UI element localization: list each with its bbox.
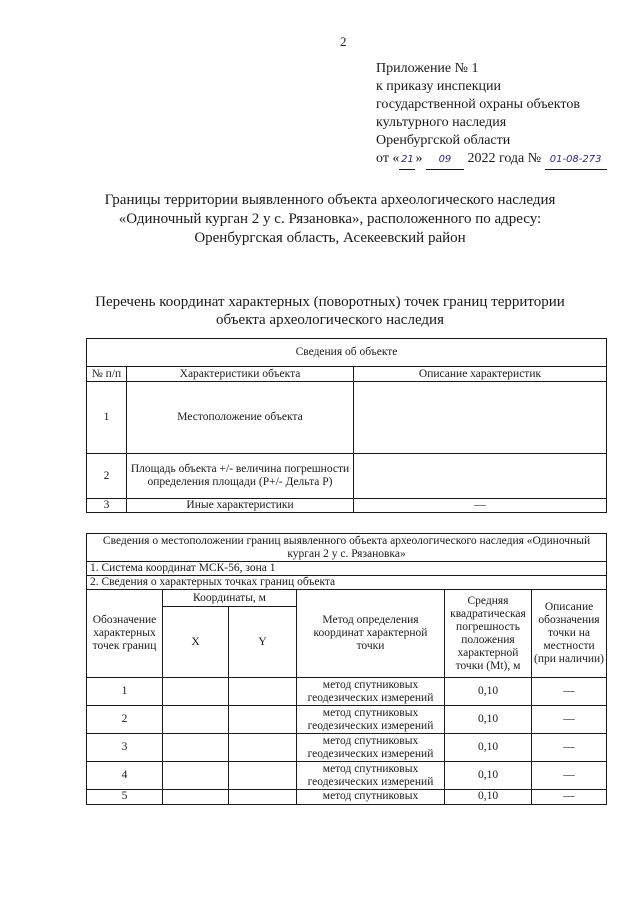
point-marker: — xyxy=(532,762,607,790)
page-number: 2 xyxy=(340,34,347,49)
point-marker: — xyxy=(532,706,607,734)
table-row xyxy=(87,678,607,706)
point-error: 0,10 xyxy=(445,790,532,805)
point-x xyxy=(163,734,229,762)
table-row xyxy=(87,454,607,499)
points-section: 2. Сведения о характерных точках границ объекта xyxy=(87,576,607,590)
row-desc: — xyxy=(354,499,607,513)
point-x xyxy=(163,678,229,706)
point-marker: — xyxy=(532,790,607,805)
col-error-header: Средняя квадратическая погрешность положения характерной точки (Mt), м xyxy=(445,590,532,678)
title-line: Оренбургская область, Асекеевский район xyxy=(194,230,466,246)
table-row xyxy=(87,382,607,454)
point-error: 0,10 xyxy=(445,678,532,706)
row-no: 1 xyxy=(87,382,127,454)
table-row xyxy=(87,762,607,790)
appendix-date-line xyxy=(376,150,607,170)
point-id: 4 xyxy=(87,762,163,790)
point-y xyxy=(229,762,297,790)
date-month: 09 xyxy=(426,151,464,170)
appendix-line: к приказу инспекции xyxy=(376,79,502,94)
col-x-header: X xyxy=(163,607,229,678)
point-y xyxy=(229,706,297,734)
point-method: метод спутниковых геодезических измерений xyxy=(297,734,445,762)
point-y xyxy=(229,734,297,762)
row-no: 3 xyxy=(87,499,127,513)
point-error: 0,10 xyxy=(445,734,532,762)
appendix-line: Приложение № 1 xyxy=(376,61,479,76)
point-method: метод спутниковых xyxy=(297,790,445,805)
point-method: метод спутниковых геодезических измерений xyxy=(297,706,445,734)
appendix-line: государственной охраны объектов xyxy=(376,97,580,112)
point-y xyxy=(229,678,297,706)
appendix-line: культурного наследия xyxy=(376,115,507,130)
col-marker-header: Описание обозначения точки на местности (при наличии) xyxy=(532,590,607,678)
title-line: Границы территории выявленного объекта археологического наследия xyxy=(104,192,556,208)
col-no-header: № п/п xyxy=(87,367,127,382)
point-error: 0,10 xyxy=(445,762,532,790)
col-desc-header: Описание характеристик xyxy=(354,367,607,382)
point-x xyxy=(163,706,229,734)
point-y xyxy=(229,790,297,805)
table1-header: Сведения об объекте xyxy=(87,339,607,367)
date-prefix: от « xyxy=(376,151,400,166)
table-row xyxy=(87,499,607,513)
table-row xyxy=(87,790,607,805)
order-number: 01-08-273 xyxy=(545,151,607,170)
appendix-line: Оренбургской области xyxy=(376,133,511,148)
date-mid: » xyxy=(415,151,423,166)
row-char: Площадь объекта +/- величина погрешности определения площади (P+/- Дельта P) xyxy=(127,454,354,499)
date-day: 21 xyxy=(399,151,415,170)
row-desc xyxy=(354,382,607,454)
boundary-points-table xyxy=(86,533,607,805)
list-title-line: объекта археологического наследия xyxy=(216,312,444,328)
point-id: 1 xyxy=(87,678,163,706)
point-marker: — xyxy=(532,734,607,762)
document-title xyxy=(40,191,620,248)
point-error: 0,10 xyxy=(445,706,532,734)
col-coords-header: Координаты, м xyxy=(163,590,297,607)
point-id: 5 xyxy=(87,790,163,805)
point-x xyxy=(163,790,229,805)
row-no: 2 xyxy=(87,454,127,499)
row-char: Местоположение объекта xyxy=(127,382,354,454)
point-marker: — xyxy=(532,678,607,706)
table2-header: Сведения о местоположении границ выявленного объекта археологического наследия «Одиночный курган 2 у с. Рязановка» xyxy=(87,534,607,562)
list-title-line: Перечень координат характерных (поворотных) точек границ территории xyxy=(95,294,565,310)
table-row xyxy=(87,706,607,734)
list-title xyxy=(40,293,620,329)
coordinate-system: 1. Система координат МСК-56, зона 1 xyxy=(87,562,607,576)
col-char-header: Характеристики объекта xyxy=(127,367,354,382)
col-method-header: Метод определения координат характерной точки xyxy=(297,590,445,678)
point-id: 2 xyxy=(87,706,163,734)
point-method: метод спутниковых геодезических измерений xyxy=(297,678,445,706)
object-info-table xyxy=(86,338,607,513)
col-y-header: Y xyxy=(229,607,297,678)
table-row xyxy=(87,734,607,762)
date-year: 2022 года № xyxy=(467,151,542,166)
point-method: метод спутниковых геодезических измерений xyxy=(297,762,445,790)
row-desc xyxy=(354,454,607,499)
point-x xyxy=(163,762,229,790)
appendix-block xyxy=(376,60,607,170)
title-line: «Одиночный курган 2 у с. Рязановка», расположенного по адресу: xyxy=(118,211,542,227)
col-point-header: Обозначение характерных точек границ xyxy=(87,590,163,678)
point-id: 3 xyxy=(87,734,163,762)
row-char: Иные характеристики xyxy=(127,499,354,513)
